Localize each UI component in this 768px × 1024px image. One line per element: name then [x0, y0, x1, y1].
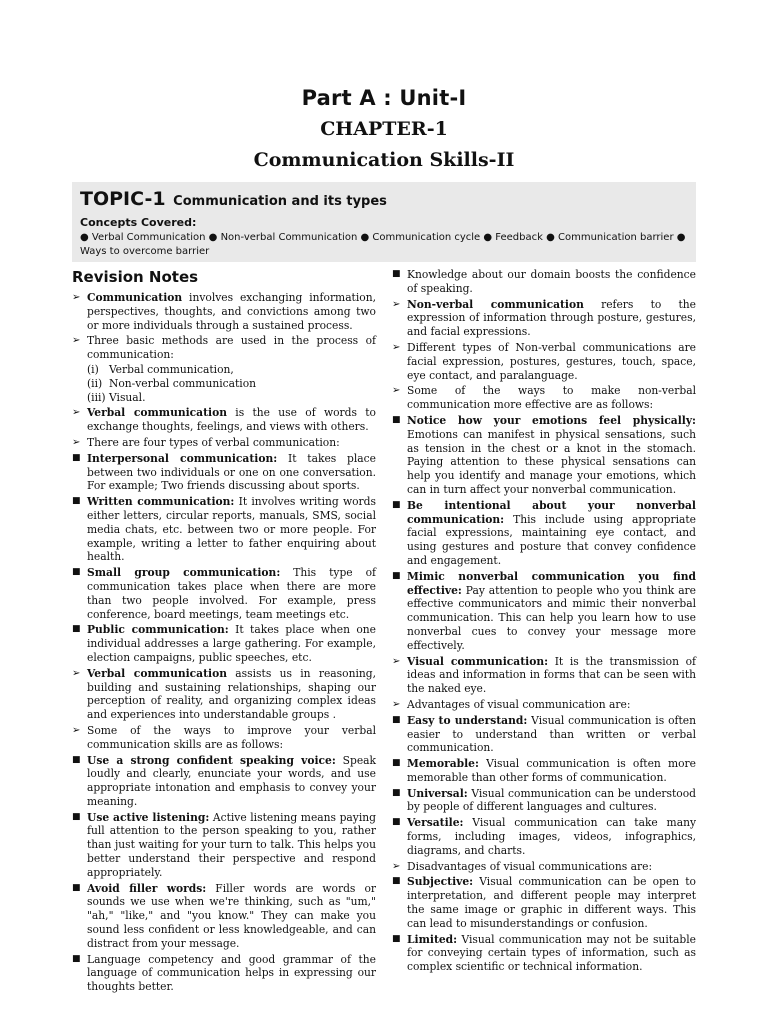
item-text: is the use of words to exchange thoughts, feelings, and views with others.: [87, 406, 376, 434]
chapter-heading: CHAPTER-1: [320, 118, 448, 140]
item-text: This type of communication takes place when there are more than two people involved. For example, press conference, board meetings, team meetings etc.: [87, 566, 376, 621]
list-item: [392, 757, 696, 785]
topic-number: TOPIC-1: [80, 188, 166, 210]
square-bullet-icon: ■: [392, 499, 401, 510]
list-item: [72, 953, 376, 994]
list-item: [72, 882, 376, 951]
item-text: Filler words are words or sounds we use when we're thinking, such as "um," "ah," "like," and "you know." They can make you sound less confident or less knowledgeable, and can distract from your message.: [87, 881, 376, 950]
square-bullet-icon: ■: [392, 758, 401, 769]
list-item: [392, 787, 696, 815]
item-term: Mimic nonverbal communication you find effective:: [407, 569, 696, 597]
list-item: [392, 384, 696, 412]
item-text: Visual communication is often easier to understand than written or verbal communication.: [407, 713, 696, 755]
list-item: [392, 570, 696, 653]
item-text: Visual communication may not be suitable for conveying certain types of information, such as complex scientific or technical information.: [407, 932, 696, 974]
item-text: Active listening means paying full attention to the person speaking to you, rather than just waiting for your turn to talk. This helps you better understand their perspective and respond appropriately.: [87, 810, 376, 879]
square-bullet-icon: ■: [392, 876, 401, 887]
list-item: [392, 414, 696, 497]
item-text: Some of the ways to make non-verbal communication more effective are as follows:: [407, 384, 696, 412]
square-bullet-icon: ■: [72, 567, 81, 578]
item-text: It takes place when one individual addresses a large gathering. For example, election campaigns, public speeches, etc.: [87, 623, 376, 664]
item-term: Notice how your emotions feel physically:: [407, 413, 696, 427]
item-term: Use a strong confident speaking voice:: [87, 753, 336, 767]
item-term: Written communication:: [87, 495, 235, 509]
arrow-bullet-icon: ➢: [392, 341, 401, 353]
square-bullet-icon: ■: [392, 933, 401, 944]
arrow-bullet-icon: ➢: [392, 298, 401, 310]
item-term: Avoid filler words:: [87, 881, 207, 895]
arrow-bullet-icon: ➢: [392, 860, 401, 872]
list-item: [72, 334, 376, 404]
topic-box: [72, 182, 696, 262]
square-bullet-icon: ■: [72, 452, 81, 463]
item-text: It is the transmission of ideas and information in forms that can be seen with the naked eye.: [407, 654, 696, 696]
list-item: [72, 811, 376, 880]
list-item: [72, 623, 376, 664]
list-item: [72, 406, 376, 434]
sub-item: (i) Verbal communication,: [87, 362, 234, 376]
chapter-title: Communication Skills-II: [253, 149, 515, 171]
square-bullet-icon: ■: [72, 624, 81, 635]
left-notes-list: [72, 291, 376, 994]
list-item: [392, 698, 696, 712]
item-text: It takes place between two individuals or one on one conversation. For example; Two friends discussing about sports.: [87, 451, 376, 493]
sub-item: (iii) Visual.: [87, 390, 146, 404]
list-item: [72, 452, 376, 493]
list-item: [392, 875, 696, 930]
item-term: Small group communication:: [87, 566, 281, 580]
list-item: [392, 655, 696, 696]
arrow-bullet-icon: ➢: [72, 407, 81, 419]
item-term: Communication: [87, 291, 183, 304]
square-bullet-icon: ■: [72, 754, 81, 765]
item-text: Visual communication can take many forms, including images, videos, infographics, diagrams, and charts.: [407, 816, 696, 857]
page-header: [0, 0, 768, 171]
item-text: Visual communication can be open to interpretation, and different people may interpret the same image or graphic in different ways. This can lead to misunderstandings or confusion.: [407, 875, 696, 930]
list-item: [392, 341, 696, 382]
list-item: [392, 860, 696, 874]
square-bullet-icon: ■: [72, 811, 81, 822]
topic-heading: [80, 188, 688, 210]
square-bullet-icon: ■: [72, 496, 81, 507]
item-text: Three basic methods are used in the process of communication:: [87, 334, 376, 362]
item-text: Visual communication is often more memorable than other forms of communication.: [407, 757, 696, 784]
item-term: Subjective:: [407, 875, 474, 889]
item-text: Speak loudly and clearly, enunciate your words, and use appropriate intonation and emphasis to convey your meaning.: [87, 753, 376, 808]
item-term: Verbal communication: [87, 406, 227, 420]
square-bullet-icon: ■: [392, 714, 401, 725]
list-item: [392, 714, 696, 755]
left-column: [72, 268, 376, 996]
item-term: Interpersonal communication:: [87, 451, 278, 465]
item-term: Limited:: [407, 932, 458, 946]
item-text: Pay attention to people who you think are effective communicators and mimic their nonverbal communication. This can help you learn how to use nonverbal cues to convey your message more effectively.: [407, 583, 696, 652]
square-bullet-icon: ■: [72, 882, 81, 893]
arrow-bullet-icon: ➢: [72, 436, 81, 448]
arrow-bullet-icon: ➢: [72, 292, 81, 303]
revision-notes-title: Revision Notes: [72, 268, 199, 286]
square-bullet-icon: ■: [392, 787, 401, 798]
part-heading: Part A : Unit-I: [301, 86, 467, 110]
list-item: [72, 724, 376, 752]
item-text: Emotions can manifest in physical sensations, such as tension in the chest or a knot in the stomach. Paying attention to these physical sensations can help you identify and manage your emotions, which can in turn affect your nonverbal communication.: [407, 427, 696, 496]
item-term: Easy to understand:: [407, 713, 528, 727]
list-item: [72, 495, 376, 564]
right-notes-list: [392, 268, 696, 974]
item-term: Versatile:: [407, 816, 464, 830]
topic-title: Communication and its types: [173, 194, 387, 209]
item-text: Visual communication can be understood by people of different languages and cultures.: [407, 786, 696, 814]
arrow-bullet-icon: ➢: [72, 667, 81, 679]
arrow-bullet-icon: ➢: [392, 655, 401, 667]
square-bullet-icon: ■: [392, 414, 401, 425]
item-term: Be intentional about your nonverbal communication:: [407, 498, 696, 526]
item-text: There are four types of verbal communication:: [87, 435, 340, 449]
list-item: [392, 499, 696, 568]
item-term: Use active listening:: [87, 810, 210, 824]
item-term: Verbal communication: [87, 666, 227, 680]
square-bullet-icon: ■: [392, 570, 401, 581]
list-item: [72, 667, 376, 722]
item-text: assists us in reasoning, building and sustaining relationships, shaping our perception of reality, and organizing complex ideas and experiences into understandable groups .: [87, 666, 376, 722]
arrow-bullet-icon: ➢: [392, 698, 401, 710]
square-bullet-icon: ■: [392, 817, 401, 828]
list-item: [72, 566, 376, 621]
item-text: This include using appropriate facial expressions, maintaining eye contact, and using gestures and posture that convey confidence and engagement.: [407, 512, 696, 567]
item-text: Different types of Non-verbal communications are facial expression, postures, gestures, touch, space, eye contact, and paralanguage.: [407, 340, 696, 382]
item-text: It involves writing words either letters, circular reports, manuals, SMS, social media chats, etc. between two or more people. For example, writing a letter to father enquiring about health.: [87, 495, 376, 564]
list-item: [392, 298, 696, 339]
item-term: Memorable:: [407, 757, 479, 771]
item-term: Universal:: [407, 786, 468, 800]
list-item: [72, 291, 376, 332]
concepts-label: Concepts Covered:: [80, 216, 197, 229]
item-text: involves exchanging information, perspectives, thoughts, and convictions among two or more individuals through a sustained process.: [87, 291, 376, 332]
list-item: [72, 436, 376, 450]
item-text: Knowledge about our domain boosts the confidence of speaking.: [407, 268, 696, 295]
sub-item: (ii) Non-verbal communication: [87, 376, 257, 390]
right-column: [392, 268, 696, 976]
item-text: Advantages of visual communication are:: [407, 697, 631, 711]
concepts-list: ● Verbal Communication ● Non-verbal Communication ● Communication cycle ● Feedback ● Communication barrier ● Ways to overcome barrier: [80, 232, 686, 257]
item-text: refers to the expression of information through posture, gestures, and facial expressions.: [407, 297, 697, 339]
list-item: [392, 933, 696, 974]
item-term: Visual communication:: [407, 654, 549, 668]
item-text: Language competency and good grammar of the language of communication helps in expressing our thoughts better.: [87, 952, 376, 994]
arrow-bullet-icon: ➢: [72, 724, 81, 736]
list-item: [72, 754, 376, 809]
list-item: [392, 268, 696, 296]
list-item: [392, 816, 696, 857]
item-term: Non-verbal communication: [407, 297, 584, 311]
arrow-bullet-icon: ➢: [392, 385, 401, 397]
item-term: Public communication:: [87, 623, 229, 637]
arrow-bullet-icon: ➢: [72, 335, 81, 347]
sub-list: [87, 363, 376, 404]
item-text: Disadvantages of visual communications are:: [407, 859, 653, 873]
square-bullet-icon: ■: [392, 269, 401, 279]
item-text: Some of the ways to improve your verbal communication skills are as follows:: [87, 723, 376, 751]
square-bullet-icon: ■: [72, 953, 81, 964]
